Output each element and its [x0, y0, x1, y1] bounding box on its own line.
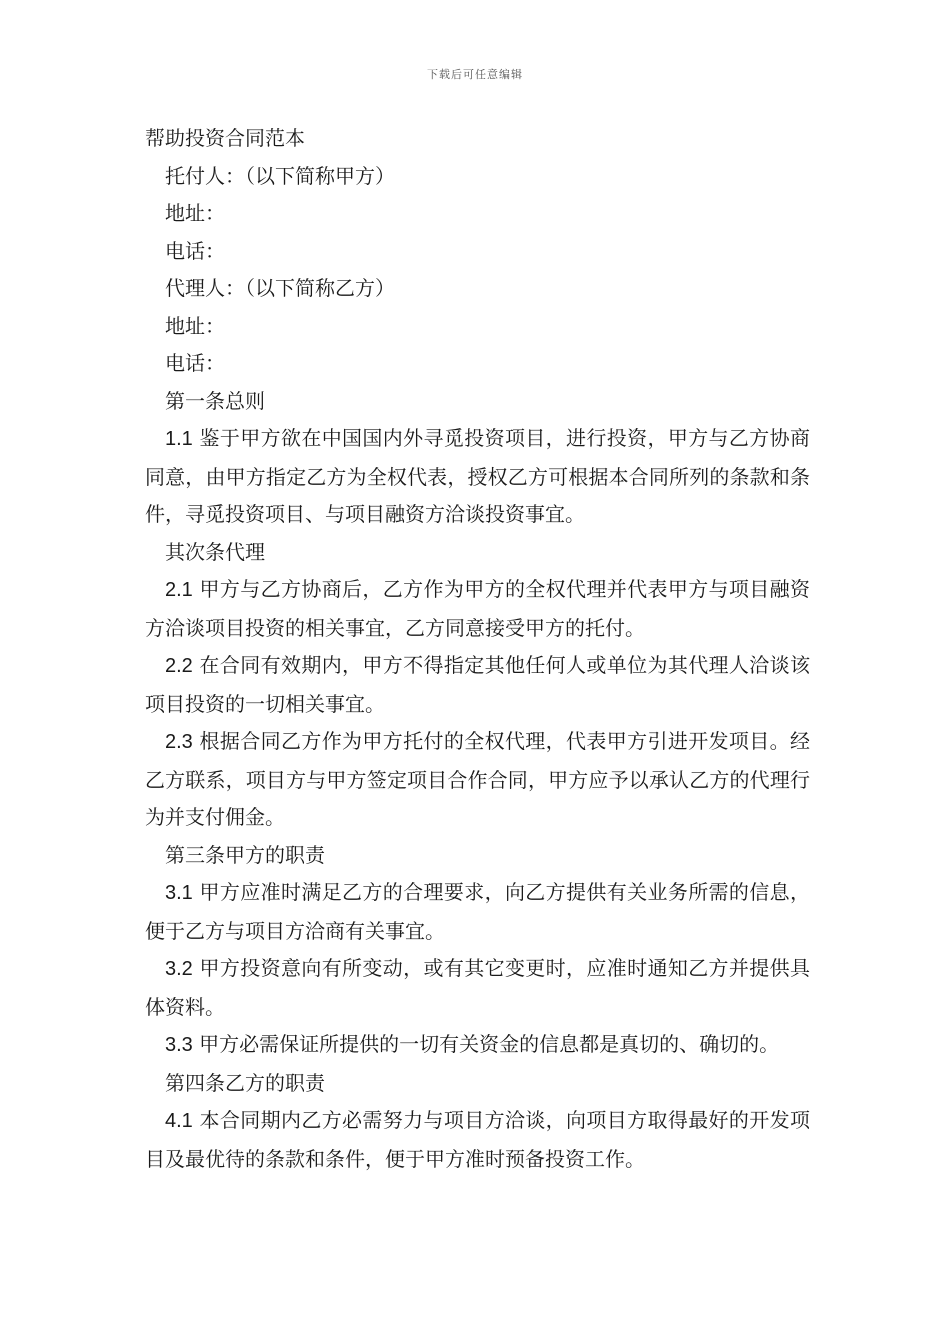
clause-text: 根据合同乙方作为甲方托付的全权代理，代表甲方引进开发项目。经乙方联系，项目方与甲方签定项目合作合同，甲方应予以承认乙方的代理行为并支付佣金。	[145, 729, 810, 829]
clause-text: 甲方投资意向有所变动，或有其它变更时，应准时通知乙方并提供具体资料。	[145, 956, 810, 1019]
clause-2-2	[145, 647, 810, 723]
clause-number: 1.1	[165, 428, 193, 450]
party-a-phone: 电话：	[165, 238, 225, 263]
document-body	[145, 120, 810, 1178]
party-a-label: 托付人：（以下简称甲方）	[165, 163, 395, 188]
clause-1-1	[145, 420, 810, 534]
clause-2-3	[145, 723, 810, 837]
clause-number: 3.2	[165, 958, 193, 980]
article-3-heading: 第三条甲方的职责	[165, 842, 325, 867]
clause-text: 本合同期内乙方必需努力与项目方洽谈，向项目方取得最好的开发项目及最优待的条款和条件，便于甲方准时预备投资工作。	[145, 1108, 810, 1171]
party-b-label: 代理人：（以下简称乙方）	[165, 276, 395, 300]
clause-number: 4.1	[165, 1110, 193, 1132]
party-b-phone: 电话：	[165, 351, 225, 375]
clause-3-3	[145, 1026, 810, 1065]
clause-number: 3.1	[165, 882, 193, 904]
clause-4-1	[145, 1102, 810, 1178]
party-b-address: 地址：	[165, 313, 225, 338]
clause-number: 3.3	[165, 1034, 193, 1056]
clause-text: 甲方必需保证所提供的一切有关资金的信息都是真切的、确切的。	[199, 1032, 780, 1056]
clause-text: 鉴于甲方欲在中国国内外寻觅投资项目，进行投资，甲方与乙方协商同意，由甲方指定乙方为全权代表，授权乙方可根据本合同所列的条款和条件，寻觅投资项目、与项目融资方洽谈投资事宜。	[145, 426, 810, 526]
article-1-heading: 第一条总则	[165, 388, 265, 413]
clause-text: 在合同有效期内，甲方不得指定其他任何人或单位为其代理人洽谈该项目投资的一切相关事宜。	[145, 653, 810, 716]
clause-2-1	[145, 571, 810, 647]
clause-3-2	[145, 950, 810, 1026]
article-4-heading: 第四条乙方的职责	[165, 1070, 325, 1095]
header-note: 下载后可任意编辑	[427, 68, 523, 81]
document-title: 帮助投资合同范本	[145, 126, 305, 150]
clause-number: 2.1	[165, 579, 193, 601]
party-a-address: 地址：	[165, 201, 225, 225]
clause-text: 甲方与乙方协商后，乙方作为甲方的全权代理并代表甲方与项目融资方洽谈项目投资的相关事宜，乙方同意接受甲方的托付。	[145, 577, 810, 640]
article-2-heading: 其次条代理	[165, 539, 265, 564]
clause-number: 2.2	[165, 655, 193, 677]
clause-text: 甲方应准时满足乙方的合理要求，向乙方提供有关业务所需的信息，便于乙方与项目方洽商有关事宜。	[145, 880, 810, 943]
clause-number: 2.3	[165, 731, 193, 753]
clause-3-1	[145, 874, 810, 950]
